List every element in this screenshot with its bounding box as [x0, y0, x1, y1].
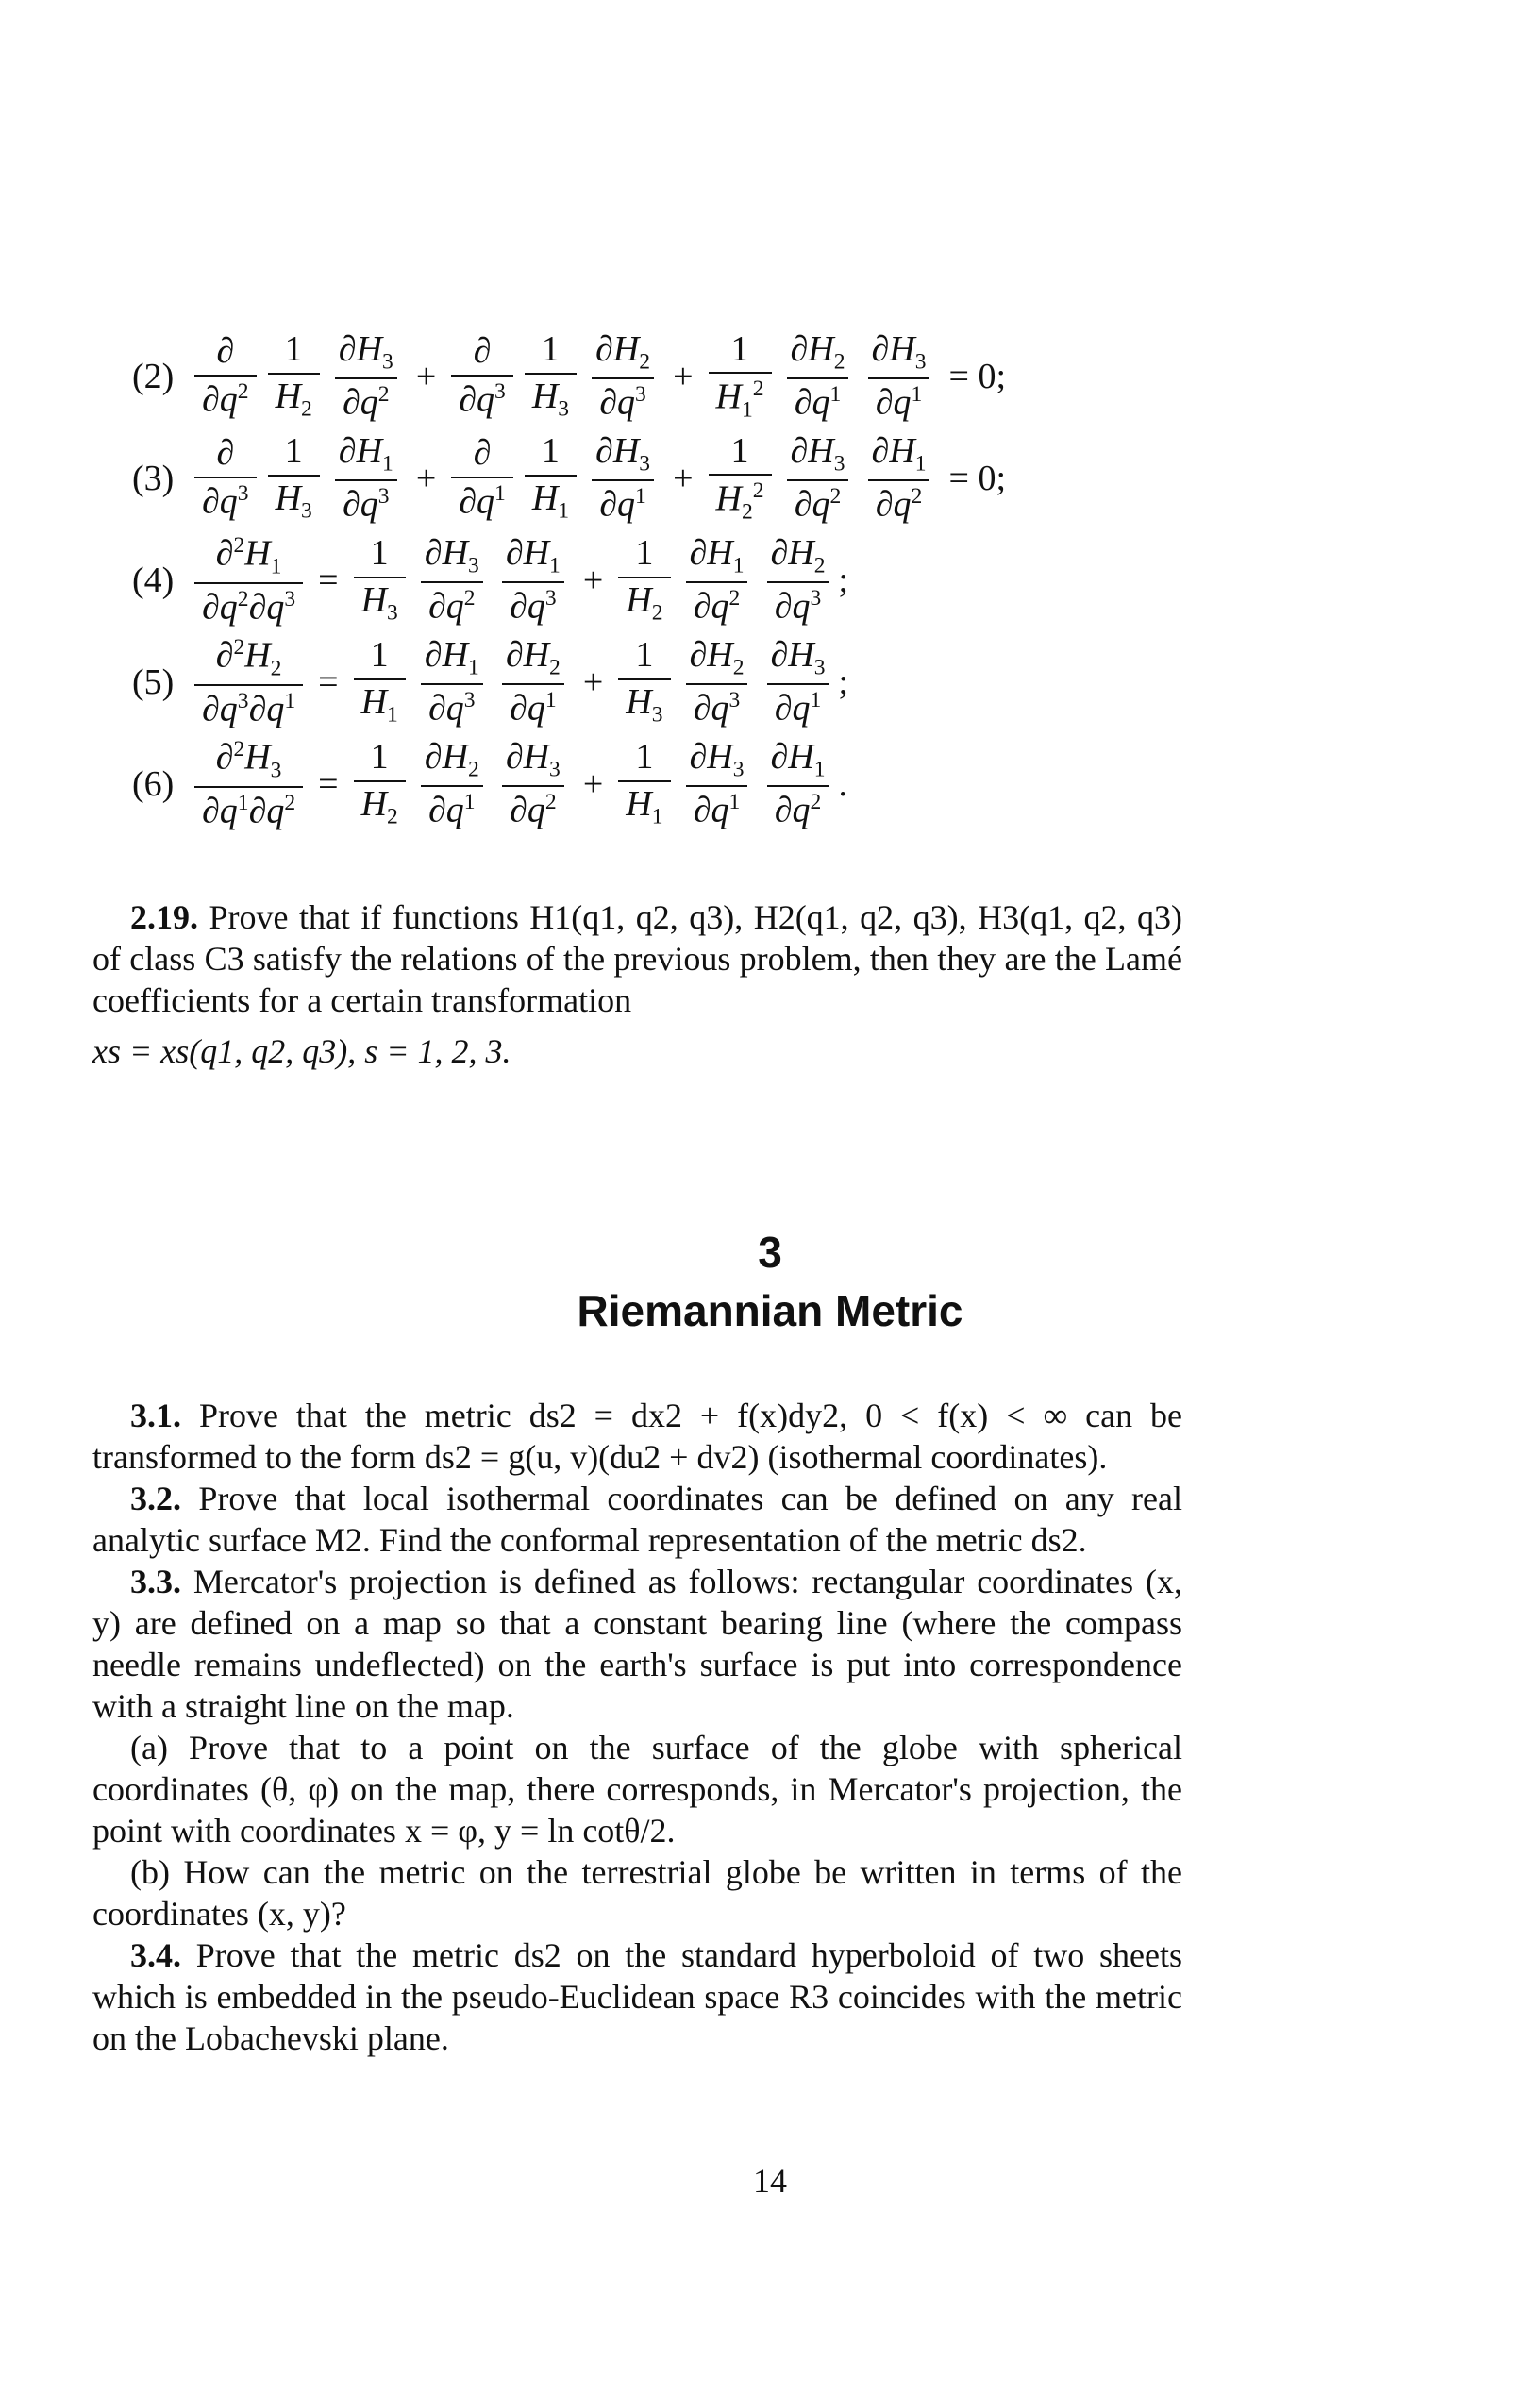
problem-number: 2.19. — [130, 898, 198, 936]
equation-6: (6) $\frac{\partial^2H_3}{\partial q^1\partial q^2}$ = $\frac{1}{H_2}$ $\frac{\partial H_2}{\partial q^1}$ $\frac{\partial H_3}{\partial q^2}$ + $\frac{1}{H_1}$ $\frac{\partial H_3}{\partial q^1}$ $\frac{\partial H_1}{\partial q^2}$ . — [132, 736, 848, 831]
chapter-title: Riemannian Metric — [577, 1286, 963, 1335]
problem-text: Prove that if functions H1(q1, q2, q3), H2(q1, q2, q3), H3(q1, q2, q3) of class C3 satisfy the relations of the previous problem, then they are the Lamé coefficients for a certain transformation — [92, 898, 1183, 1019]
problem-number: 3.4. — [130, 1936, 181, 1974]
problem-number: 3.1. — [130, 1397, 181, 1434]
equation-4: (4) $\frac{\partial^2H_1}{\partial q^2\partial q^3}$ = $\frac{1}{H_3}$ $\frac{\partial H_3}{\partial q^2}$ $\frac{\partial H_1}{\partial q^3}$ + $\frac{1}{H_2}$ $\frac{\partial H_1}{\partial q^2}$ $\frac{\partial H_2}{\partial q^3}$ ; — [132, 532, 849, 628]
page-number: 14 — [753, 2162, 787, 2200]
equation-number: (6) — [132, 764, 175, 804]
equation-end: ; — [838, 561, 849, 600]
equation-2: (2) $\frac{\partial}{\partial q^2}$ $\frac{1}{H_2}$ $\frac{\partial H_3}{\partial q^2}$ + $\frac{\partial}{\partial q^3}$ $\frac{1}{H_3}$ $\frac{\partial H_2}{\partial q^3}$ + $\frac{1}{H_1^2}$ $\frac{\partial H_2}{\partial q^1}$ $\frac{\partial H_3}{\partial q^1}$ = 0; — [132, 328, 1007, 423]
problem-text: (b) How can the metric on the terrestrial globe be written in terms of the coordinates (x, y)? — [92, 1853, 1182, 1933]
equation-end: ; — [838, 662, 849, 702]
equation-number: (3) — [132, 459, 175, 498]
problem-number: 3.3. — [130, 1563, 181, 1600]
problem-3-3-b — [92, 1851, 1182, 1934]
problem-2-19 — [92, 896, 1182, 1072]
problem-3-4 — [92, 1934, 1182, 2059]
equation-end: . — [838, 764, 848, 804]
problem-number: 3.2. — [130, 1480, 181, 1517]
problem-formula: xs = xs(q1, q2, q3), s = 1, 2, 3. — [92, 1032, 511, 1070]
equation-number: (5) — [132, 662, 175, 702]
problem-3-3 — [92, 1561, 1182, 1727]
equation-3: (3) $\frac{\partial}{\partial q^3}$ $\frac{1}{H_3}$ $\frac{\partial H_1}{\partial q^3}$ + $\frac{\partial}{\partial q^1}$ $\frac{1}{H_1}$ $\frac{\partial H_3}{\partial q^1}$ + $\frac{1}{H_2^2}$ $\frac{\partial H_3}{\partial q^2}$ $\frac{\partial H_1}{\partial q^2}$ = 0; — [132, 430, 1007, 525]
problem-text: (a) Prove that to a point on the surface of the globe with spherical coordinates (θ, φ) on the map, there corresponds, in Mercator's projection, the point with coordinates x = φ, y = ln cotθ/2. — [92, 1729, 1182, 1850]
problem-3-3-a — [92, 1727, 1182, 1851]
equation-end: = 0; — [948, 459, 1007, 498]
equation-number: (4) — [132, 561, 175, 600]
problem-text: Prove that the metric ds2 = dx2 + f(x)dy2, 0 < f(x) < ∞ can be transformed to the form ds2 = g(u, v)(du2 + dv2) (isothermal coordinates). — [92, 1397, 1183, 1476]
equation-5: (5) $\frac{\partial^2H_2}{\partial q^3\partial q^1}$ = $\frac{1}{H_1}$ $\frac{\partial H_1}{\partial q^3}$ $\frac{\partial H_2}{\partial q^1}$ + $\frac{1}{H_3}$ $\frac{\partial H_2}{\partial q^3}$ $\frac{\partial H_3}{\partial q^1}$ ; — [132, 634, 849, 729]
problem-text: Mercator's projection is defined as follows: rectangular coordinates (x, y) are defined on a map so that a constant bearing line (where the compass needle remains undeflected) on the earth's surface is put into correspondence with a straight line on the map. — [92, 1563, 1183, 1725]
equation-number: (2) — [132, 357, 175, 396]
equation-block — [132, 326, 1264, 835]
chapter-number: 3 — [758, 1228, 782, 1277]
problem-3-1 — [92, 1395, 1182, 1478]
problem-text: Prove that the metric ds2 on the standard hyperboloid of two sheets which is embedded in the pseudo-Euclidean space R3 coincides with the metric on the Lobachevski plane. — [92, 1936, 1183, 2057]
problem-list — [92, 1395, 1182, 2059]
problem-3-2 — [92, 1478, 1182, 1561]
problem-text: Prove that local isothermal coordinates can be defined on any real analytic surface M2. Find the conformal representation of the metric ds2. — [92, 1480, 1183, 1559]
equation-end: = 0; — [948, 357, 1007, 396]
